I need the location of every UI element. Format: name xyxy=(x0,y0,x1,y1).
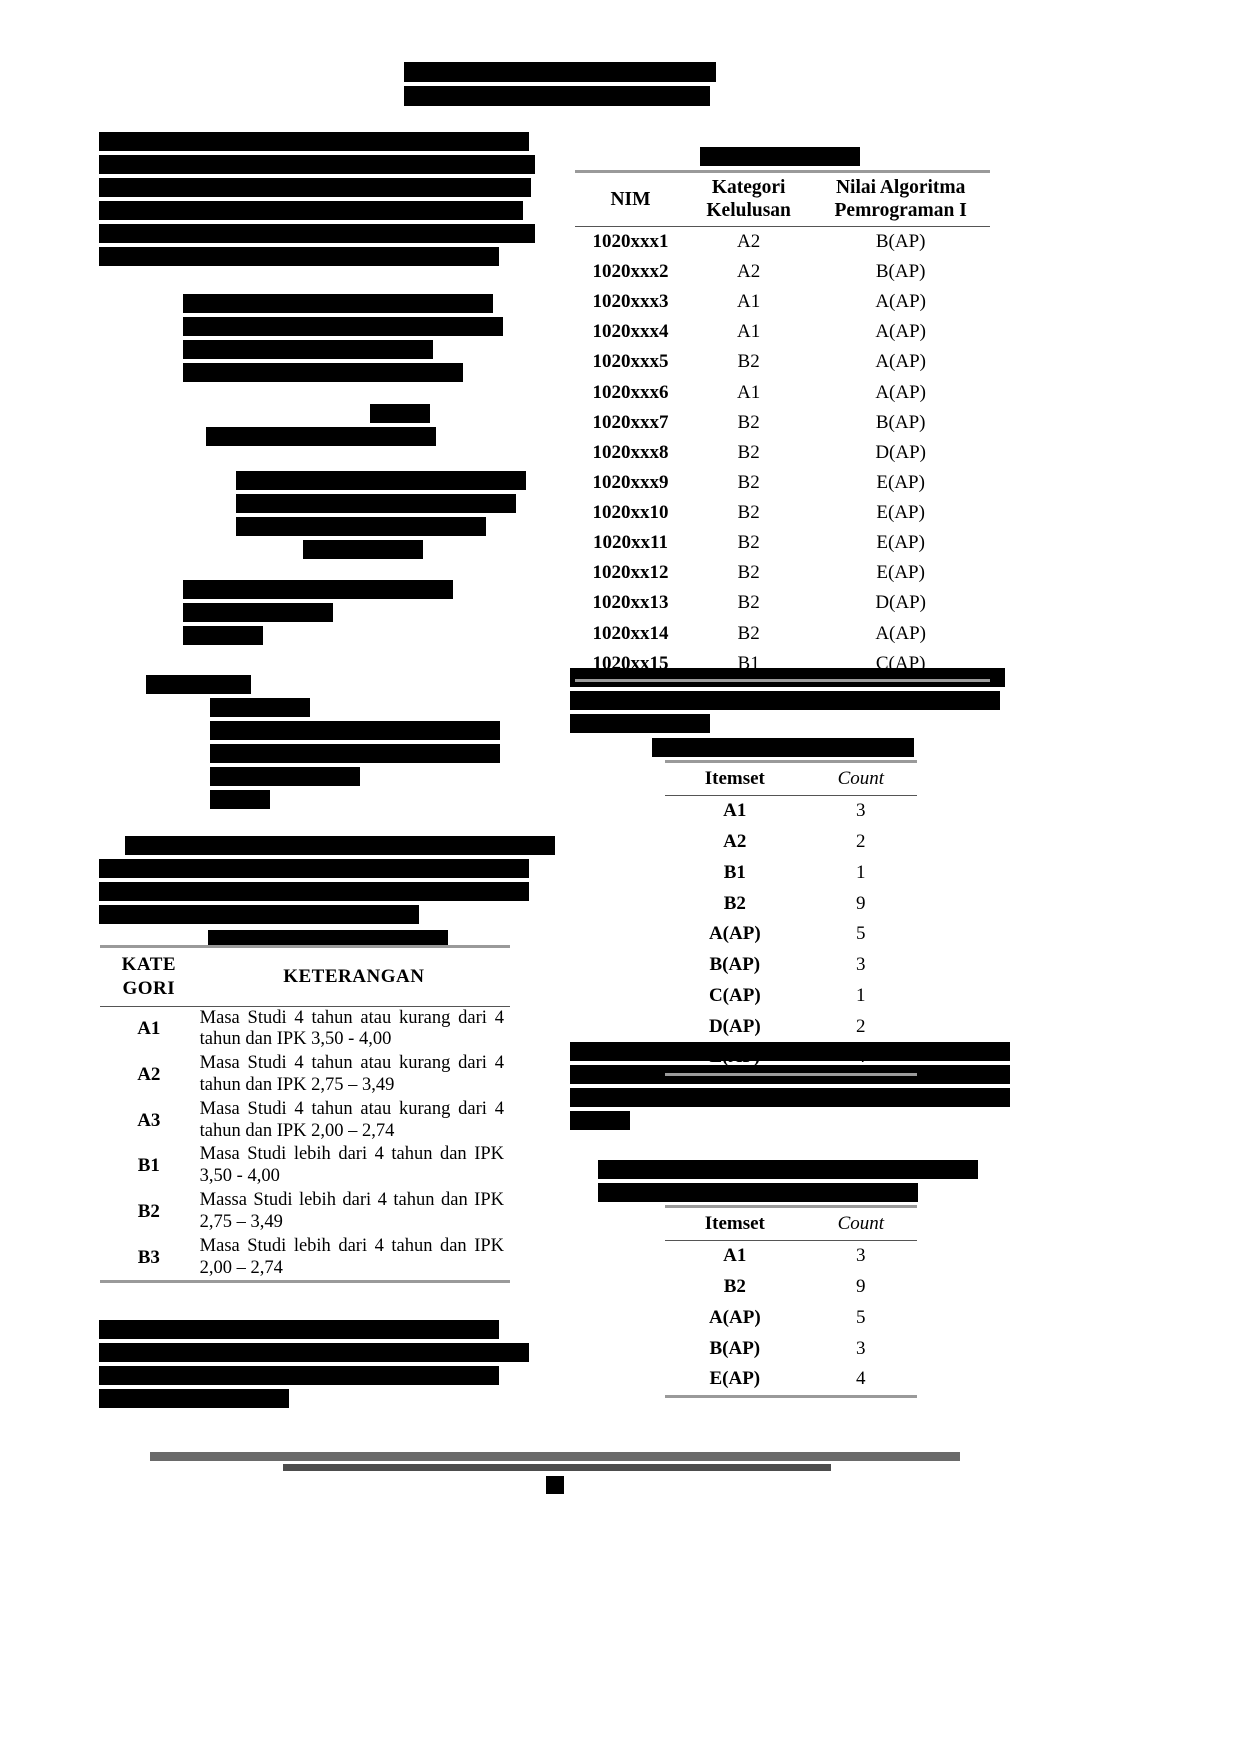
table-itemset-count-2 xyxy=(665,1205,917,1398)
table-row xyxy=(575,408,990,438)
header-itemset-1: Itemset xyxy=(704,768,765,789)
cell-keterangan: Masa Studi 4 tahun atau kurang dari 4 tahun dan IPK 3,50 - 4,00 xyxy=(199,1007,504,1050)
redaction-bar xyxy=(370,404,430,423)
header-keterangan: KETERANGAN xyxy=(283,965,425,987)
redaction-bar xyxy=(210,790,270,809)
footer-rule xyxy=(546,1476,564,1494)
cell-itemset: E(AP) xyxy=(709,1368,761,1390)
cell-value: B2 xyxy=(737,471,760,493)
cell-itemset: B2 xyxy=(723,1276,746,1297)
cell-value: A(AP) xyxy=(875,622,926,644)
cell-kategori: A1 xyxy=(137,1018,161,1040)
redaction-bar xyxy=(99,224,535,243)
cell-count: 3 xyxy=(856,1245,866,1267)
redaction-bar xyxy=(99,859,529,878)
table-row xyxy=(665,919,917,950)
footer-rule xyxy=(150,1452,960,1461)
redaction-bar xyxy=(598,1183,918,1202)
cell-nim: 1020xx11 xyxy=(593,532,668,554)
table-row xyxy=(100,1143,510,1189)
cell-count: 3 xyxy=(856,954,866,975)
cell-nim: 1020xxx9 xyxy=(592,471,669,493)
table-kategori-keterangan xyxy=(100,945,510,1283)
cell-itemset: C(AP) xyxy=(708,984,761,1006)
cell-value: E(AP) xyxy=(876,471,925,493)
cell-value: B2 xyxy=(737,592,760,614)
table-row xyxy=(100,1235,510,1282)
cell-value: A1 xyxy=(737,291,761,313)
cell-value: B(AP) xyxy=(875,230,926,252)
header-count-2: Count xyxy=(837,1213,885,1234)
table-row xyxy=(575,438,990,468)
cell-value: C(AP) xyxy=(875,652,926,674)
table-kategori-body xyxy=(100,1006,510,1282)
table-row xyxy=(665,980,917,1011)
redaction-bar xyxy=(99,132,529,151)
cell-keterangan: Masa Studi lebih dari 4 tahun dan IPK 3,50 - 4,00 xyxy=(199,1144,504,1187)
table-row xyxy=(575,649,990,681)
table-itemset-2-body xyxy=(665,1240,917,1396)
table-kategori-head xyxy=(100,947,510,1007)
cell-value: B1 xyxy=(737,652,760,674)
redaction-bar xyxy=(206,427,436,446)
cell-nim: 1020xxx4 xyxy=(592,321,669,343)
table-row xyxy=(575,377,990,407)
table-row xyxy=(665,1364,917,1396)
cell-itemset: B(AP) xyxy=(709,1337,761,1359)
redaction-bar xyxy=(125,836,555,855)
cell-count: 2 xyxy=(856,1015,866,1037)
cell-value: B(AP) xyxy=(875,261,926,283)
cell-nim: 1020xx12 xyxy=(592,562,669,584)
cell-count: 9 xyxy=(856,892,866,914)
table-row xyxy=(665,1011,917,1042)
cell-kategori: B2 xyxy=(137,1201,160,1223)
cell-itemset: D(AP) xyxy=(708,1015,761,1037)
redaction-bar xyxy=(404,62,716,82)
table-row xyxy=(665,1302,917,1333)
table-row xyxy=(575,226,990,257)
redaction-bar xyxy=(570,1088,1010,1107)
cell-nim: 1020xxx5 xyxy=(592,351,669,373)
cell-kategori: A3 xyxy=(137,1109,161,1131)
cell-value: A(AP) xyxy=(875,291,926,313)
header-kategori xyxy=(100,947,198,1007)
redaction-bar xyxy=(99,155,535,174)
redaction-bar xyxy=(146,675,251,694)
table-row xyxy=(665,857,917,888)
header-kategori-kelulusan xyxy=(686,172,811,227)
cell-itemset: A1 xyxy=(723,1245,747,1267)
table-itemset-1-head xyxy=(665,762,917,796)
header-kategori-line2: Kelulusan xyxy=(706,200,791,222)
cell-kategori: B1 xyxy=(137,1155,160,1177)
table-row xyxy=(575,498,990,528)
cell-kategori: A2 xyxy=(137,1064,161,1086)
cell-value: B2 xyxy=(737,532,760,554)
table-row xyxy=(575,287,990,317)
table-row xyxy=(665,1042,917,1074)
cell-value: E(AP) xyxy=(876,562,925,584)
table-row xyxy=(575,558,990,588)
cell-count: 1 xyxy=(856,984,866,1006)
cell-itemset: A1 xyxy=(723,800,747,822)
header-count-1: Count xyxy=(837,768,885,789)
redaction-bar xyxy=(99,178,531,197)
cell-itemset: B2 xyxy=(723,892,746,914)
cell-nim: 1020xx10 xyxy=(592,502,669,524)
cell-value: E(AP) xyxy=(876,532,925,554)
table-row xyxy=(665,1272,917,1303)
table-row xyxy=(100,1098,510,1144)
cell-itemset: A2 xyxy=(723,831,747,852)
redaction-bar xyxy=(183,603,333,622)
cell-nim: 1020xxx8 xyxy=(592,441,669,463)
table-row xyxy=(575,588,990,618)
table-itemset-1-body xyxy=(665,795,917,1074)
header-kategori-line1: Kategori xyxy=(711,177,786,198)
redaction-bar xyxy=(236,471,526,490)
redaction-bar xyxy=(210,721,500,740)
cell-value: B2 xyxy=(737,411,760,433)
redaction-bar xyxy=(236,517,486,536)
table-row xyxy=(100,1006,510,1052)
redaction-bar xyxy=(183,626,263,645)
redaction-bar xyxy=(570,714,710,733)
header-kategori-line2: GORI xyxy=(122,977,176,999)
redaction-bar xyxy=(183,340,433,359)
cell-count: 9 xyxy=(856,1276,866,1297)
table-itemset-count-1 xyxy=(665,760,917,1076)
footer-rule xyxy=(283,1464,831,1471)
cell-nim: 1020xxx2 xyxy=(592,261,669,283)
table-row xyxy=(575,468,990,498)
cell-keterangan: Masa Studi 4 tahun atau kurang dari 4 tahun dan IPK 2,00 – 2,74 xyxy=(199,1098,504,1141)
redaction-bar xyxy=(99,201,523,220)
table-kategori-header-row xyxy=(100,947,510,1007)
table-row xyxy=(575,618,990,648)
header-nilai-algoritma xyxy=(811,172,990,227)
cell-keterangan: Masa Studi lebih dari 4 tahun dan IPK 2,00 – 2,74 xyxy=(199,1235,504,1278)
cell-value: D(AP) xyxy=(875,592,926,614)
redaction-bar xyxy=(303,540,423,559)
cell-value: A(AP) xyxy=(875,381,926,403)
redaction-bar xyxy=(99,882,529,901)
cell-value: D(AP) xyxy=(875,441,926,463)
cell-kategori: B3 xyxy=(137,1246,160,1268)
cell-count: 3 xyxy=(856,800,866,822)
table-row xyxy=(665,950,917,981)
header-kategori-line1: KATE xyxy=(121,954,177,975)
cell-keterangan: Massa Studi lebih dari 4 tahun dan IPK 2,75 – 3,49 xyxy=(199,1190,504,1232)
redaction-bar xyxy=(99,1343,529,1362)
table-row xyxy=(575,257,990,287)
cell-count: 3 xyxy=(856,1337,866,1359)
cell-value: A1 xyxy=(737,381,761,403)
cell-nim: 1020xx15 xyxy=(592,652,669,674)
table-nim-header-row xyxy=(575,172,990,227)
header-nilai-line1: Nilai Algoritma xyxy=(835,177,966,198)
cell-itemset: A(AP) xyxy=(708,923,761,945)
redaction-bar xyxy=(183,363,463,382)
table-row xyxy=(665,1240,917,1271)
cell-count: 1 xyxy=(856,861,866,883)
cell-nim: 1020xx14 xyxy=(592,622,669,644)
redaction-bar xyxy=(183,317,503,336)
cell-nim: 1020xxx6 xyxy=(592,381,669,403)
redaction-bar xyxy=(99,1389,289,1408)
table-nim-kategori-nilai xyxy=(575,170,990,682)
redaction-bar xyxy=(210,767,360,786)
table-itemset-1-header-row xyxy=(665,762,917,796)
redaction-bar xyxy=(99,1366,499,1385)
cell-value: A(AP) xyxy=(875,351,926,373)
cell-nim: 1020xxx3 xyxy=(592,291,669,313)
cell-value: A(AP) xyxy=(875,321,926,343)
redaction-bar xyxy=(652,738,914,757)
table-row xyxy=(575,528,990,558)
cell-value: E(AP) xyxy=(876,502,925,524)
table-row xyxy=(575,347,990,377)
table-row xyxy=(665,888,917,919)
cell-value: B2 xyxy=(737,441,760,463)
header-nim xyxy=(575,172,686,227)
cell-value: B2 xyxy=(737,502,760,524)
cell-nim: 1020xx13 xyxy=(592,592,669,614)
redaction-bar xyxy=(183,580,453,599)
cell-itemset: E(AP) xyxy=(709,1046,761,1068)
redaction-bar xyxy=(598,1160,978,1179)
cell-itemset: B(AP) xyxy=(709,954,761,975)
redaction-bar xyxy=(99,1320,499,1339)
cell-nim: 1020xxx1 xyxy=(592,230,669,252)
header-nim-line1: NIM xyxy=(610,188,651,210)
cell-count: 4 xyxy=(856,1368,866,1390)
table-nim-head xyxy=(575,172,990,227)
table-row xyxy=(100,1189,510,1235)
redaction-bar xyxy=(99,247,499,266)
redaction-bar xyxy=(570,1111,630,1130)
table-nim-body xyxy=(575,226,990,680)
table-row xyxy=(100,1052,510,1098)
header-nilai-line2: Pemrograman I xyxy=(834,200,967,222)
cell-value: B2 xyxy=(737,622,760,644)
table-row xyxy=(665,827,917,858)
cell-itemset: B1 xyxy=(723,861,746,883)
redaction-bar xyxy=(99,905,419,924)
table-row xyxy=(665,795,917,826)
cell-value: A2 xyxy=(737,230,761,252)
cell-value: B2 xyxy=(737,562,760,584)
header-itemset-2: Itemset xyxy=(704,1213,765,1234)
cell-count: 5 xyxy=(856,1306,866,1328)
redaction-bar xyxy=(700,147,860,166)
cell-count: 4 xyxy=(856,1046,866,1068)
cell-nim: 1020xxx7 xyxy=(592,411,669,433)
redaction-bar xyxy=(210,698,310,717)
redaction-bar xyxy=(210,744,500,763)
table-row xyxy=(665,1333,917,1364)
redaction-bar xyxy=(236,494,516,513)
table-row xyxy=(575,317,990,347)
redaction-bar xyxy=(183,294,493,313)
table-itemset-2-head xyxy=(665,1207,917,1241)
redaction-bar xyxy=(570,691,1000,710)
cell-value: B(AP) xyxy=(875,411,926,433)
cell-value: A2 xyxy=(737,261,761,283)
cell-itemset: A(AP) xyxy=(708,1306,761,1328)
redaction-bar xyxy=(404,86,710,106)
cell-value: A1 xyxy=(737,321,761,343)
cell-value: B2 xyxy=(737,351,760,373)
cell-count: 5 xyxy=(856,923,866,945)
cell-count: 2 xyxy=(856,831,866,852)
table-itemset-2-header-row xyxy=(665,1207,917,1241)
cell-keterangan: Masa Studi 4 tahun atau kurang dari 4 tahun dan IPK 2,75 – 3,49 xyxy=(199,1053,504,1095)
